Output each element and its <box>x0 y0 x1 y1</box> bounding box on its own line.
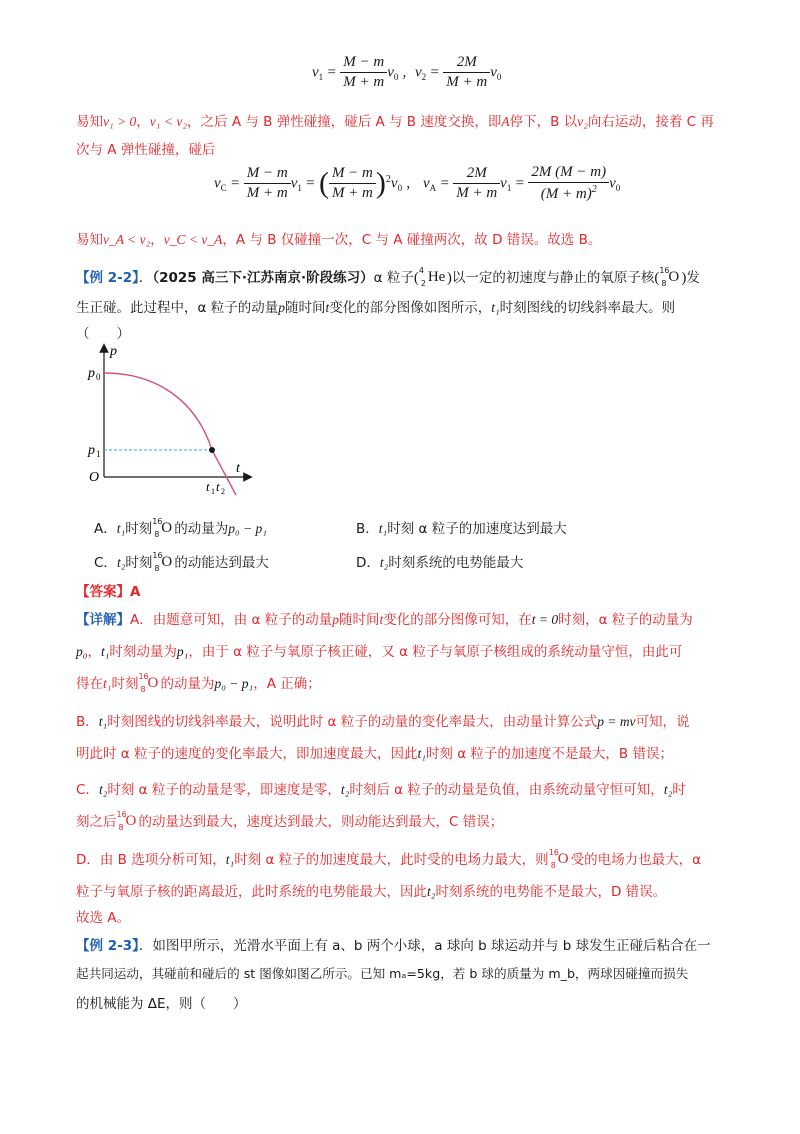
origin-label: O <box>89 470 100 485</box>
p0-label: p <box>88 366 95 381</box>
p1-label-sub: 1 <box>96 449 101 459</box>
example-2-2-answer-paren: （ ） <box>76 326 130 342</box>
detail-line-8: D．由 B 选项分析可知，t₁时刻 α 粒子的加速度最大，此时受的电场力最大，则 16 8 O 受的电场力也最大，α <box>76 848 702 870</box>
explanation-line-3: 易知v_A < v₂，v_C < v_A，A 与 B 仅碰撞一次，C 与 A 碰撞两次，故 D 错误。故选 B。 <box>76 232 602 248</box>
option-d[interactable]: D．t₂时刻系统的电势能最大 <box>356 555 524 571</box>
detail-line-3: 得在t₁时刻 16 8 O 的动量为p₀ − p₁，A 正确； <box>76 672 321 694</box>
example-2-3-line-3: 的机械能为 ΔE，则（ ） <box>76 996 247 1012</box>
option-c[interactable]: C．t₂时刻 16 8 O 的动能达到最大 <box>94 551 269 573</box>
detail-line-2: p₀，t₁时刻动量为p₁，由于 α 粒子与氧原子核正碰，又 α 粒子与氧原子核组成的系统动量守恒，由此可 <box>76 644 683 660</box>
t-axis-label: t <box>236 461 240 476</box>
detail-line-7: 刻之后 16 8 O 的动量达到最大，速度达到最大，则动能达到最大，C 错误； <box>76 810 504 832</box>
t1-label: t <box>206 479 210 494</box>
helium-nucleus-symbol: 4 2 He <box>418 266 446 288</box>
t2-label: t <box>216 479 220 494</box>
formula-v1-v2: $v_1$ = $\frac{M - m}{M + m}$ $v_0$ , $v_2$ = $\frac{2M}{M + m}$ $v_0$ <box>312 54 502 90</box>
example-2-2-line-1: 【例 2-2】．（2025 高三下·江苏南京·阶段练习）α 粒子( 4 2 He )以一定的初速度与静止的氧原子核( 16 8 O )发 <box>76 266 700 288</box>
momentum-time-graph <box>86 340 256 500</box>
detail-line-9: 粒子与氧原子核的距离最近，此时系统的电势能最大，因此t₂时刻系统的电势能不是最大，D 错误。 <box>76 884 667 900</box>
t2-label-sub: 2 <box>221 487 225 496</box>
t1-point <box>209 447 215 453</box>
explanation-line-2: 次与 A 弹性碰撞，碰后 <box>76 142 216 158</box>
t1-label-sub: 1 <box>211 487 215 496</box>
answer-line: 【答案】A <box>76 584 141 600</box>
oxygen-nucleus-symbol: 16 8 O <box>659 266 680 288</box>
p-axis-label: p <box>110 344 117 359</box>
detail-line-5: 明此时 α 粒子的速度的变化率最大，即加速度最大，因此t₁时刻 α 粒子的加速度不是最大，B 错误； <box>76 746 673 762</box>
option-a[interactable]: A．t₁时刻 16 8 O 的动量为p₀ − p₁ <box>94 517 267 539</box>
p1-label: p <box>88 443 95 458</box>
example-2-3-line-2: 起共同运动，其碰前和碰后的 st 图像如图乙所示。已知 mₐ=5kg，若 b 球的质量为 m_b，两球因碰撞而损失 <box>76 966 689 981</box>
detail-line-1: 【详解】A．由题意可知，由 α 粒子的动量p随时间t变化的部分图像可知，在t = 0时刻，α 粒子的动量为 <box>76 612 693 628</box>
example-2-2-line-2: 生正碰。此过程中，α 粒子的动量p随时间t变化的部分图像如图所示，t₁时刻图线的切线斜率最大。则 <box>76 300 676 316</box>
detail-line-10: 故选 A。 <box>76 910 131 926</box>
option-b[interactable]: B．t₁时刻 α 粒子的加速度达到最大 <box>356 521 567 537</box>
p0-label-sub: 0 <box>96 372 101 382</box>
detail-line-4: B．t₁时刻图线的切线斜率最大，说明此时 α 粒子的动量的变化率最大，由动量计算公式p = mv可知，说 <box>76 714 690 730</box>
explanation-line-1: 易知v₁ > 0，v₁ < v₂，之后 A 与 B 弹性碰撞，碰后 A 与 B 速度交换，即A停下，B 以v₂向右运动，接着 C 再 <box>76 114 714 130</box>
detail-line-6: C．t₂时刻 α 粒子的动量是零，即速度是零，t₂时刻后 α 粒子的动量是负值，由系统动量守恒可知，t₂时 <box>76 782 686 798</box>
formula-vc-va: $v_C$ = $\frac{M - m}{M + m}$ $v_1$ = ( $\frac{M - m}{M + m}$ )$^2v_0$ , $v_A$ = $\frac{2M}{M + m}$ $v_1$ = $\frac{2M (M - m)}{(M + m)^2}$ $v_0$ <box>214 164 621 202</box>
example-2-3-line-1: 【例 2-3】．如图甲所示，光滑水平面上有 a、b 两个小球，a 球向 b 球运动并与 b 球发生正碰后粘合在一 <box>76 938 711 954</box>
